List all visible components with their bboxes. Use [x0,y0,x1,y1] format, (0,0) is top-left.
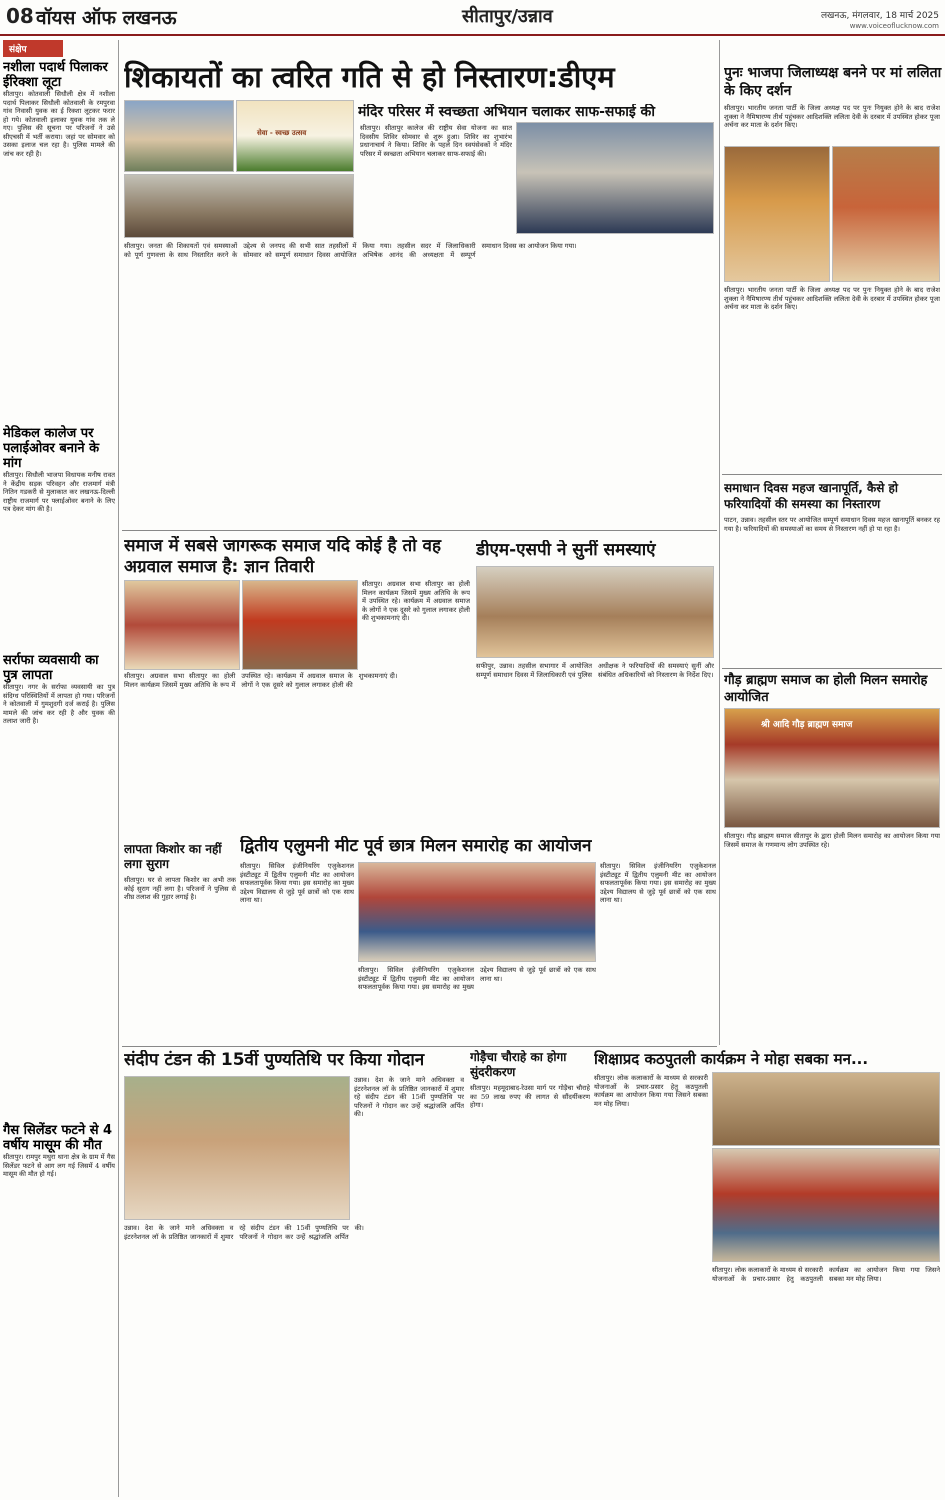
masthead [0,0,945,38]
bjp-headline: पुनः भाजपा जिलाध्यक्ष बनने पर मां ललिता के किए दर्शन [724,65,942,99]
alumni-headline: द्वितीय एलुमनी मीट पूर्व छात्र मिलन समारोह का आयोजन [240,836,592,856]
page-number: 08 [6,4,34,28]
alumni-story-text-cont: सीतापुर। सिविल इंजीनियरिंग एजुकेशनल इंस्टीट्यूट में द्वितीय एलुमनी मीट का आयोजन सफलतापूर्वक किया गया। इस समारोह का मुख्य उद्देश्य विद्यालय से जुड़े पूर्व छात्रों को एक साथ लाना था। [358,966,596,991]
edition-label: सीतापुर/उन्नाव [462,6,553,27]
sandeep-headline: संदीप टंडन की 15वीं पुण्यतिथि पर किया गोदान [124,1050,425,1070]
alumni-story-text-side: सीतापुर। सिविल इंजीनियरिंग एजुकेशनल इंस्टीट्यूट में द्वितीय एलुमनी मीट का आयोजन सफलतापूर्वक किया गया। इस समारोह का मुख्य उद्देश्य विद्यालय से जुड़े पूर्व छात्रों को एक साथ लाना था। [600,862,716,904]
lead-headline: शिकायतों का त्वरित गति से हो निस्तारण:डीएम [124,60,615,94]
brief-headline: नशीला पदार्थ पिलाकर ईरिक्शा लूटा [3,60,108,90]
photo-alumni-group [358,862,596,962]
photo-gaur-samaj [724,708,940,828]
brief-text: सीतापुर। नगर के सर्राफा व्यवसायी का पुत्र संदिग्ध परिस्थितियों में लापता हो गया। परिजनों ने कोतवाली में गुमशुदगी दर्ज कराई है। पुलिस मामले की जांच कर रही है और युवक की तलाश जारी है। [3,683,115,725]
lead-story-text: सीतापुर। जनता की शिकायतों एवं समस्याओं को पूर्ण गुणवत्ता के साथ निस्तारित करने के उद्देश्य से जनपद की सभी सात तहसीलों में सोमवार को सम्पूर्ण समाधान दिवस आयोजित किया गया। तहसील सदर में जिलाधिकारी अभिषेक आनंद की अध्यक्षता में सम्पूर्ण समाधान दिवस का आयोजन किया गया। [124,242,577,259]
dm-sp-story-text: सफीपुर, उन्नाव। तहसील सभागार में आयोजित सम्पूर्ण समाधान दिवस में जिलाधिकारी एवं पुलिस अधीक्षक ने फरियादियों की समस्याएं सुनीं और संबंधित अधिकारियों को निस्तारण के निर्देश दिए। [476,662,714,679]
gaur-story-text: सीतापुर। गौड़ ब्राह्मण समाज सीतापुर के द्वारा होली मिलन समारोह का आयोजन किया गया जिसमें समाज के गणमान्य लोग उपस्थित रहे। [724,832,940,849]
samadhan-story-text: पाटन, उन्नाव। तहसील स्तर पर आयोजित सम्पूर्ण समाधान दिवस महज खानापूर्ति बनकर रह गया है। फरियादियों की समस्याओं का समय से निस्तारण नहीं हो पा रहा है। [724,516,940,533]
godaicha-headline: गोड़ैचा चौराहे का होगा सुंदरीकरण [470,1050,567,1079]
photo-bjp-temple-left [724,146,830,282]
temple-story-text: सीतापुर। सीतापुर कालेज की राष्ट्रीय सेवा योजना का सात दिवसीय शिविर सोमवार से शुरू हुआ। शिविर का शुभारंभ प्रधानाचार्य ने किया। शिविर के पहले दिन स्वयंसेवकों ने मंदिर परिसर में स्वच्छता अभियान चलाकर साफ-सफाई की। [360,124,512,158]
puppet-headline: शिक्षाप्रद कठपुतली कार्यक्रम ने मोहा सबका मन... [594,1050,869,1068]
masthead-date: लखनऊ, मंगलवार, 18 मार्च 2025 [820,11,939,21]
agrawal-story-text: सीतापुर। अग्रवाल सभा सीतापुर का होली मिलन कार्यक्रम जिसमें मुख्य अतिथि के रूप में उपस्थित रहे। कार्यक्रम में अग्रवाल समाज के लोगों ने एक दूसरे को गुलाल लगाकर होली की शुभकामनाएं दी। [124,672,398,689]
photo-officials [124,100,234,172]
photo-puppet-stage [712,1148,940,1262]
gaur-headline: गौड़ ब्राह्मण समाज का होली मिलन समारोह आयोजित [724,673,928,705]
samadhan-headline: समाधान दिवस महज खानापूर्ति, कैसे हो फरियादियों की समस्या का निस्तारण [724,481,898,511]
left-column [3,40,115,1497]
bjp-story-intro: सीतापुर। भारतीय जनता पार्टी के जिला अध्यक्ष पद पर पुनः नियुक्त होने के बाद राजेश शुक्ला ने नैमिषारण्य तीर्थ पहुंचकर आदिशक्ति ललिता देवी के दरबार में उपस्थित होकर पूजा अर्चना कर माता के दर्शन किए। [724,104,940,129]
photo-bjp-temple-right [832,146,940,282]
paper-name: वॉयस ऑफ लखनऊ [36,7,177,29]
photo-banner-stage [236,100,354,172]
sandeep-story-text: उन्नाव। देश के जाने माने अधिवक्ता व इंटरनेशनल लॉ के प्रतिष्ठित जानकारों में शुमार रहे संदीप टंडन की 15वीं पुण्यतिथि पर परिजनों ने गोदान कर उन्हें श्रद्धांजलि अर्पित की। [124,1224,364,1241]
bjp-story-text: सीतापुर। भारतीय जनता पार्टी के जिला अध्यक्ष पद पर पुनः नियुक्त होने के बाद राजेश शुक्ला ने नैमिषारण्य तीर्थ पहुंचकर आदिशक्ति ललिता देवी के दरबार में उपस्थित होकर पूजा अर्चना कर माता के दर्शन किए। [724,286,940,311]
brief-text: सीतापुर। कोतवाली सिधौली क्षेत्र में नशीला पदार्थ पिलाकर सिधौली कोतवाली के रमपुरवा गांव निवासी युवक का ई रिक्शा लूटकर फरार हो गये। कोतवाली इलाका युवक गांव तक ले गए। पुलिस की सूचना पर परिजनों ने उसे सीएचसी में भर्ती कराया। जहां पर सोमवार को उसका इलाज चल रहा है। पुलिस मामले की जांच कर रही है। [3,90,115,158]
brief-text: सीतापुर। रामपुर मथुरा थाना क्षेत्र के ग्राम में गैस सिलेंडर फटने से आग लग गई जिसमें 4 वर्षीय मासूम की मौत हो गई। [3,1153,115,1178]
brief-text: सीतापुर। सिधौली भाजपा विधायक मनीष रावत ने केंद्रीय सड़क परिवहन और राजमार्ग मंत्री नितिन गडकरी से मुलाकात कर लखनऊ-दिल्ली राष्ट्रीय राजमार्ग पर फ्लाईओवर बनाने के लिए पत्र देकर मांग की है। [3,471,115,513]
brief-headline: मेडिकल कालेज पर पलाईओवर बनाने के मांग [3,426,100,471]
godaicha-story-text: सीतापुर। महमूदाबाद-रेउसा मार्ग पर गोड़ैचा चौराहे का 59 लाख रुपए की लागत से सौंदर्यीकरण होगा। [470,1084,590,1109]
banner-text: सेवा - स्वच्छ उत्सव [257,129,307,137]
photo-agrawal-stage [242,580,358,670]
agrawal-headline: समाज में सबसे जागरूक समाज यदि कोई है तो वह अग्रवाल समाज है: ज्ञान तिवारी [124,536,442,577]
photo-tahsil [124,174,354,238]
brief-headline: सर्राफा व्यवसायी का पुत्र लापता [3,653,99,683]
photo-puppet-audience [712,1072,940,1146]
agrawal-story-text-cont: सीतापुर। अग्रवाल सभा सीतापुर का होली मिलन कार्यक्रम जिसमें मुख्य अतिथि के रूप में उपस्थित रहे। कार्यक्रम में अग्रवाल समाज के लोगों ने एक दूसरे को गुलाल लगाकर होली की शुभकामनाएं दी। [362,580,470,622]
brief-headline: गैस सिलेंडर फटने से 4 वर्षीय मासूम की मौत [3,1123,113,1153]
gaur-banner-text: श्री आदि गौड़ ब्राह्मण समाज [761,720,853,730]
alumni-story-text: सीतापुर। सिविल इंजीनियरिंग एजुकेशनल इंस्टीट्यूट में द्वितीय एलुमनी मीट का आयोजन सफलतापूर्वक किया गया। इस समारोह का मुख्य उद्देश्य विद्यालय से जुड़े पूर्व छात्रों को एक साथ लाना था। [240,862,354,904]
puppet-story-text: सीतापुर। लोक कलाकारों के माध्यम से सरकारी योजनाओं के प्रचार-प्रसार हेतु कठपुतली कार्यक्रम का आयोजन किया गया जिसने सबका मन मोह लिया। [594,1074,708,1108]
sandeep-story-text-side: उन्नाव। देश के जाने माने अधिवक्ता व इंटरनेशनल लॉ के प्रतिष्ठित जानकारों में शुमार रहे संदीप टंडन की 15वीं पुण्यतिथि पर परिजनों ने गोदान कर उन्हें श्रद्धांजलि अर्पित की। [354,1076,464,1118]
photo-cleanup-drive [516,122,714,234]
missing-teen-text: सीतापुर। घर से लापता किशोर का अभी तक कोई सुराग नहीं लगा है। परिजनों ने पुलिस से शीघ्र तलाश की गुहार लगाई है। [124,876,236,901]
photo-cow-donation [124,1076,350,1220]
puppet-story-text-cont: सीतापुर। लोक कलाकारों के माध्यम से सरकारी योजनाओं के प्रचार-प्रसार हेतु कठपुतली कार्यक्रम का आयोजन किया गया जिसने सबका मन मोह लिया। [712,1266,940,1283]
temple-subheadline: मंदिर परिसर में स्वच्छता अभियान चलाकर साफ-सफाई की [358,104,655,120]
missing-teen-headline: लापता किशोर का नहीं लगा सुराग [124,842,222,871]
photo-agrawal-felicitation [124,580,240,670]
sankshep-tag: संक्षेप [3,40,63,57]
photo-dm-sp-hearing [476,566,714,658]
site-url[interactable]: www.voiceoflucknow.com [849,22,939,30]
dm-sp-headline: डीएम-एसपी ने सुनीं समस्याएं [476,540,656,560]
